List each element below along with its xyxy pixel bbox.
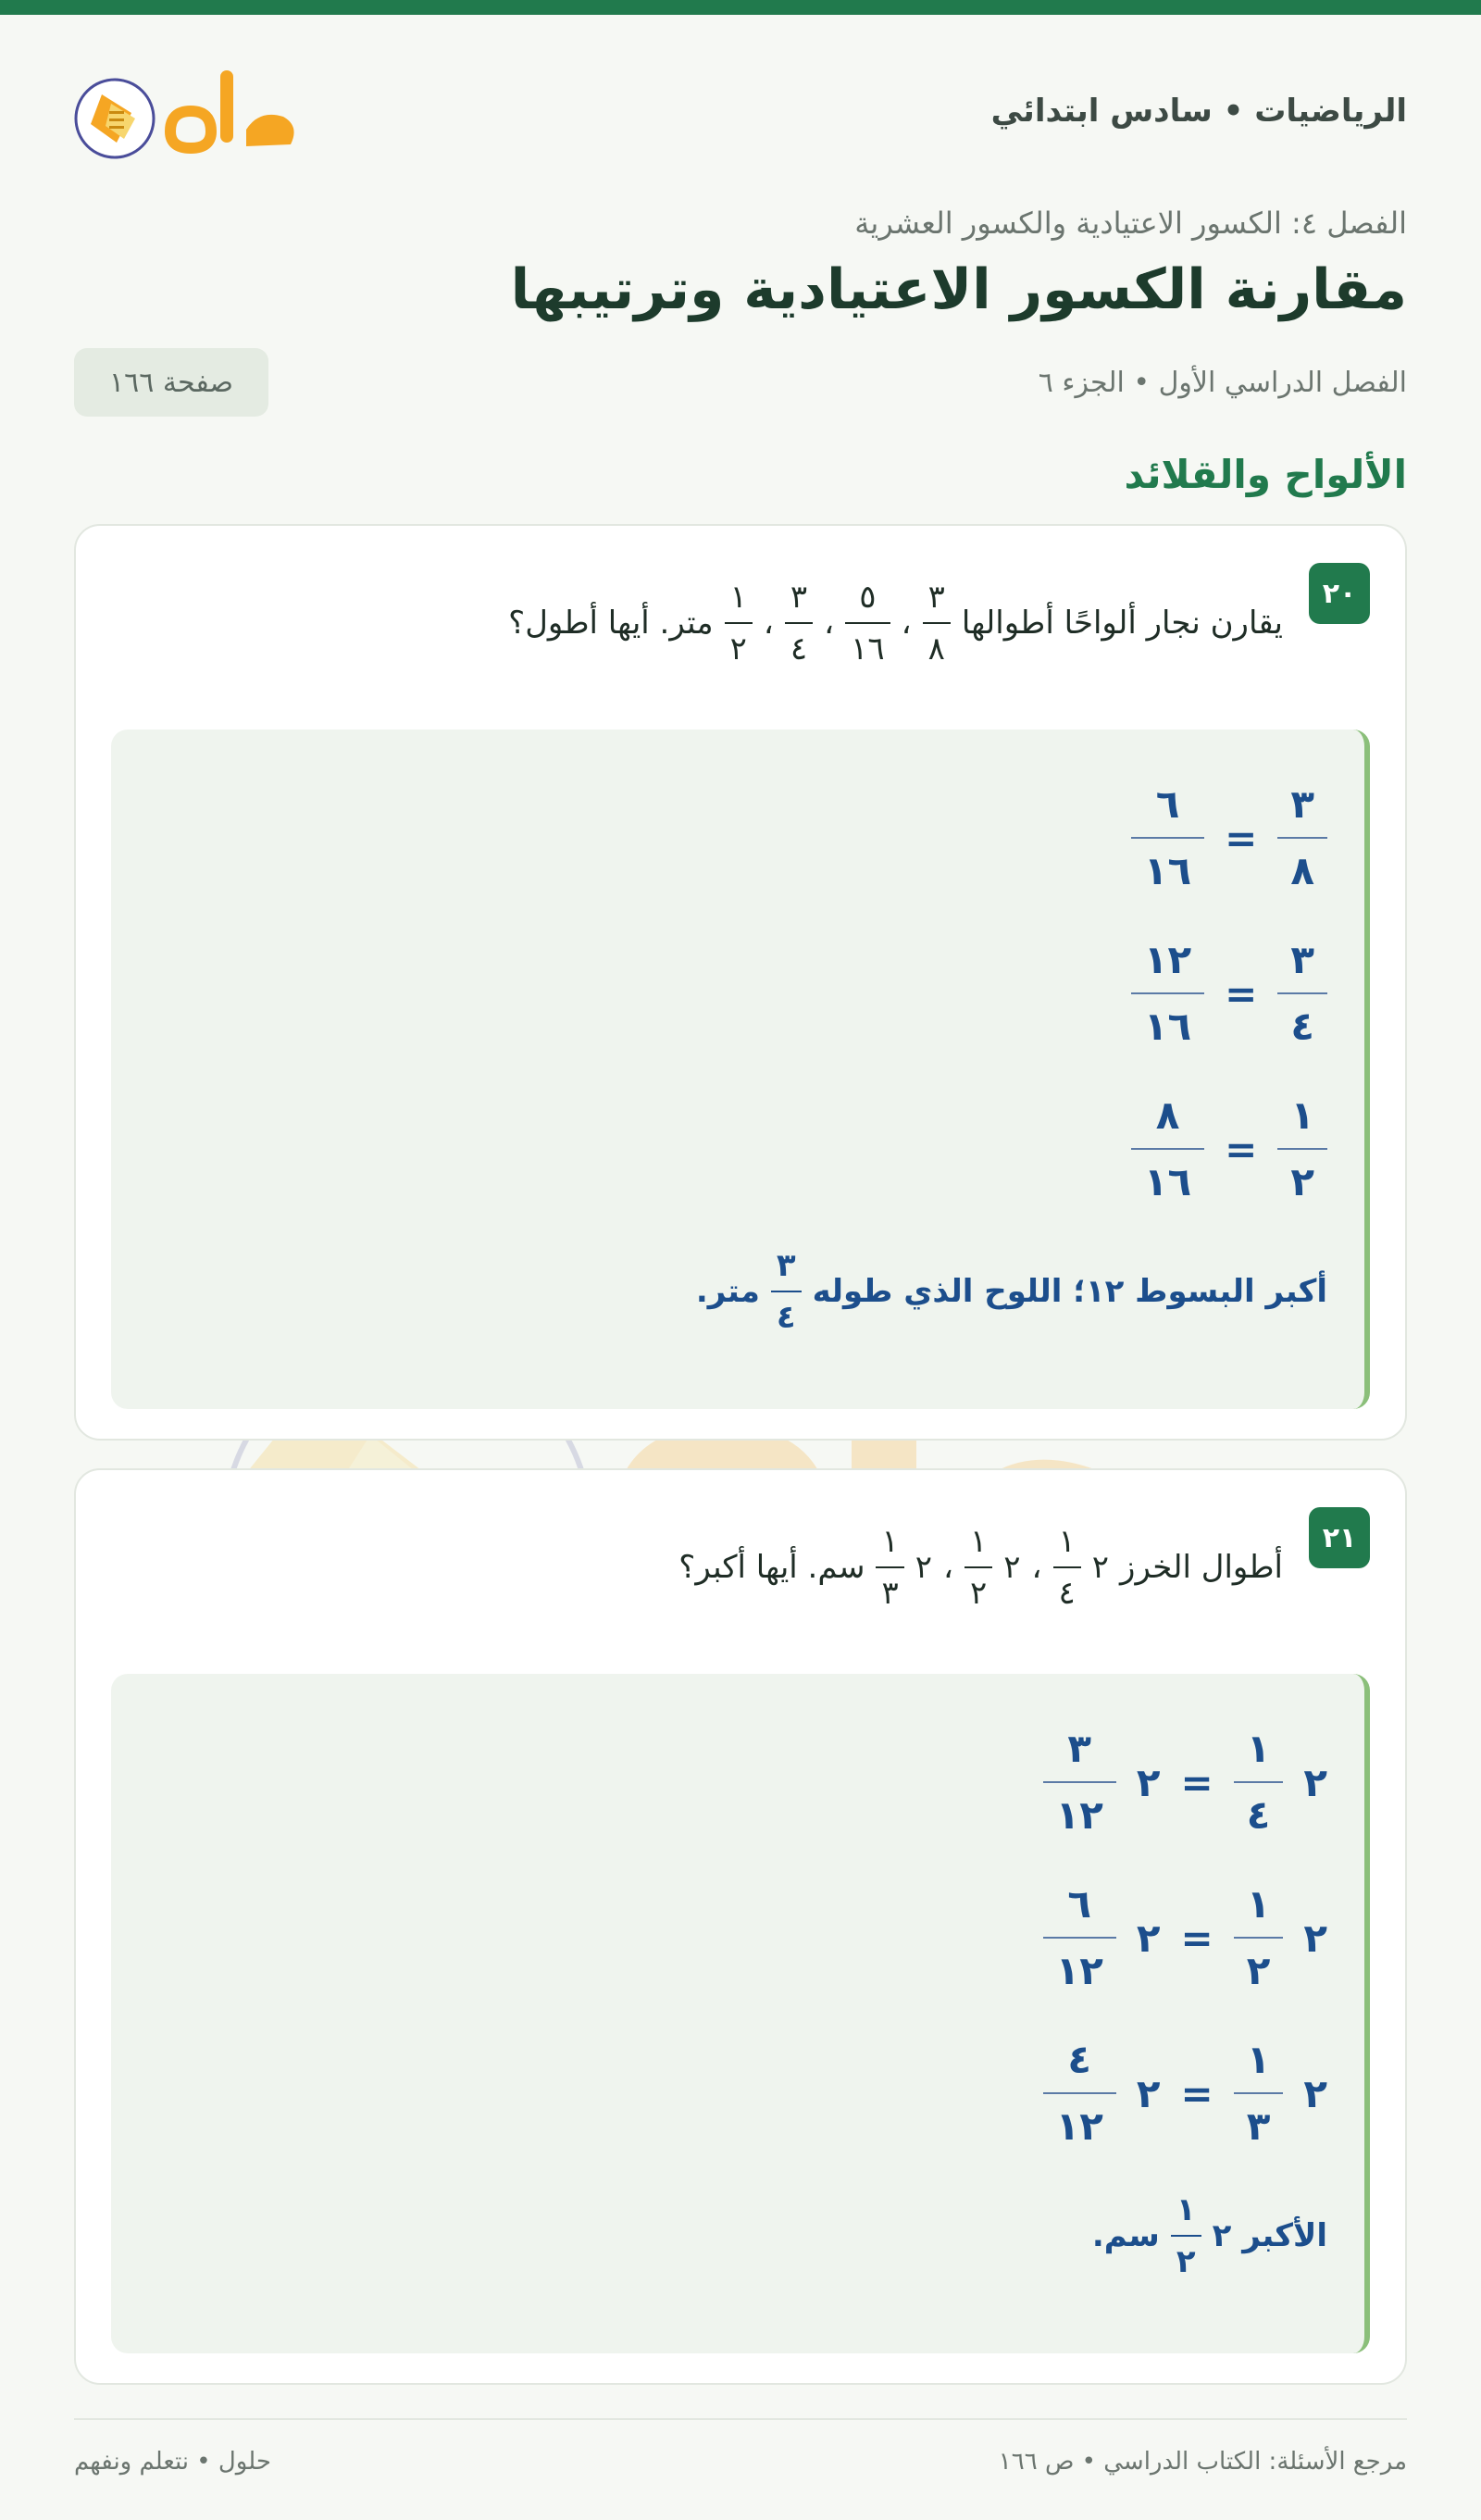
question-text: يقارن نجار ألواحًا أطوالها $\frac{٣}{٨}$ ، $\frac{٥}{١٦}$ ، $\frac{٣}{٤}$ ، $\frac{١}{٢}$ متر. أيها أطول؟	[508, 579, 1283, 667]
question-card-21	[74, 1468, 1407, 2385]
solution-box	[111, 1674, 1370, 2353]
equation-row: ٢ $\frac{١}{٣}$ = ٢ $\frac{٤}{١٢}$	[1043, 2037, 1327, 2150]
question-suffix: متر. أيها أطول؟	[508, 605, 714, 642]
question-prefix: يقارن نجار ألواحًا أطوالها	[961, 605, 1283, 642]
subject-label: الرياضيات • سادس ابتدائي	[990, 93, 1407, 130]
footer-tagline: حلول • نتعلم ونفهم	[74, 2448, 271, 2476]
fraction: $\frac{١}{٣}$	[876, 1524, 903, 1611]
hulool-logo	[74, 65, 333, 167]
question-prefix: أطوال الخرز	[1120, 1549, 1283, 1586]
fraction: $\frac{١}{٢}$	[725, 580, 753, 667]
svg-text:حلول: حلول	[296, 144, 299, 145]
question-text: أطوال الخرز ٢ $\frac{١}{٤}$ ، ٢ $\frac{١}{٢}$ ، ٢ $\frac{١}{٣}$ سم. أيها أكبر؟	[678, 1523, 1283, 1612]
solution-box	[111, 730, 1370, 1409]
answer-conclusion: أكبر البسوط ١٢؛ اللوح الذي طوله $\frac{٣}{٤}$ متر.	[695, 1247, 1327, 1336]
fraction: $\frac{١}{٤}$	[1053, 1524, 1081, 1611]
question-suffix: سم. أيها أكبر؟	[678, 1549, 865, 1586]
section-title: الألواح والقلائد	[1124, 452, 1407, 497]
question-card-20	[74, 524, 1407, 1441]
page-number-badge: صفحة ١٦٦	[74, 348, 268, 417]
footer-reference: مرجع الأسئلة: الكتاب الدراسي • ص ١٦٦	[998, 2448, 1407, 2476]
fraction: $\frac{١}{٢}$	[965, 1524, 992, 1611]
fraction: $\frac{٥}{١٦}$	[845, 580, 890, 667]
page-title: مقارنة الكسور الاعتيادية وترتيبها	[510, 257, 1407, 322]
equation-row: $\frac{٣}{٨}$ = $\frac{٦}{١٦}$	[1131, 781, 1327, 894]
top-accent-bar	[0, 0, 1481, 15]
chapter-label: الفصل ٤: الكسور الاعتيادية والكسور العشرية	[854, 206, 1407, 241]
equation-row: $\frac{٣}{٤}$ = $\frac{١٢}{١٦}$	[1131, 937, 1327, 1050]
equation-row: ٢ $\frac{١}{٢}$ = ٢ $\frac{٦}{١٢}$	[1043, 1881, 1327, 1994]
answer-conclusion: الأكبر ٢ $\frac{١}{٢}$ سم.	[1091, 2191, 1327, 2280]
semester-label: الفصل الدراسي الأول • الجزء ٦	[1038, 367, 1407, 399]
question-number: ٢١	[1309, 1507, 1370, 1568]
fraction: $\frac{٣}{٨}$	[923, 580, 951, 667]
fraction: $\frac{٣}{٤}$	[785, 580, 813, 667]
question-number: ٢٠	[1309, 563, 1370, 624]
equation-row: ٢ $\frac{١}{٤}$ = ٢ $\frac{٣}{١٢}$	[1043, 1726, 1327, 1839]
equation-row: $\frac{١}{٢}$ = $\frac{٨}{١٦}$	[1131, 1092, 1327, 1205]
footer-divider	[74, 2418, 1407, 2420]
page-header	[74, 65, 1407, 167]
